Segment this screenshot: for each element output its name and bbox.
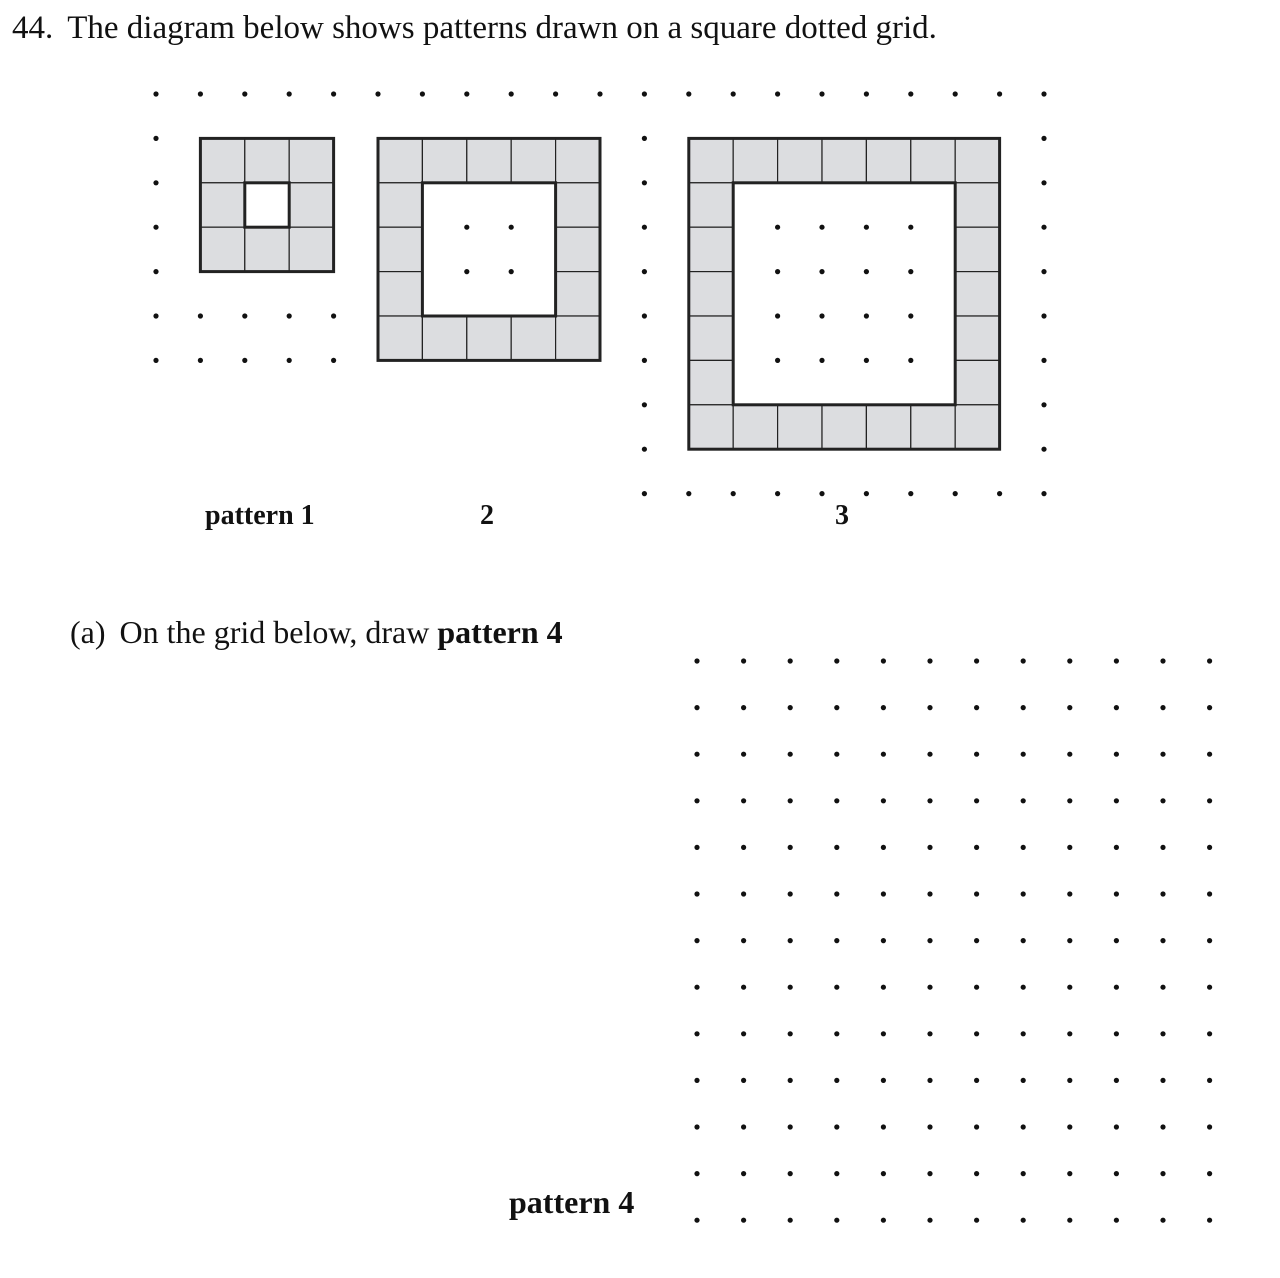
pattern-3-tile <box>689 272 733 316</box>
grid-dot <box>642 491 647 496</box>
answer-grid-dot <box>834 1171 839 1176</box>
pattern-1-tile <box>200 183 244 227</box>
grid-dot <box>242 91 247 96</box>
answer-grid-dot <box>788 985 793 990</box>
answer-grid-dot <box>694 1124 699 1129</box>
grid-dot <box>509 269 514 274</box>
grid-dot <box>953 91 958 96</box>
pattern-2-tile <box>511 138 555 182</box>
answer-grid-dot <box>881 658 886 663</box>
pattern-3-tile <box>733 405 777 449</box>
answer-grid-dot <box>694 938 699 943</box>
answer-grid-dot <box>1114 1218 1119 1223</box>
grid-dot <box>1041 136 1046 141</box>
pattern-2-tile <box>556 183 600 227</box>
grid-dot <box>642 269 647 274</box>
answer-grid-dot <box>974 845 979 850</box>
answer-grid-dot <box>741 938 746 943</box>
grid-dot <box>597 91 602 96</box>
grid-dot <box>819 269 824 274</box>
grid-dot <box>731 91 736 96</box>
answer-grid-dot <box>694 845 699 850</box>
answer-grid-dot <box>1067 1078 1072 1083</box>
grid-dot <box>908 269 913 274</box>
answer-grid-dot <box>1114 1031 1119 1036</box>
pattern-3-tile <box>689 360 733 404</box>
pattern-2-tile <box>378 183 422 227</box>
answer-grid-dot <box>927 1124 932 1129</box>
answer-grid-dot <box>741 1124 746 1129</box>
answer-grid-dot <box>1207 985 1212 990</box>
answer-grid-dot <box>741 752 746 757</box>
answer-grid-dot <box>788 705 793 710</box>
answer-grid-dot <box>1160 798 1165 803</box>
pattern-2-inner-border <box>422 183 555 316</box>
part-a-bold-text: pattern 4 <box>437 614 563 650</box>
grid-dot <box>908 313 913 318</box>
answer-grid-dot <box>1207 752 1212 757</box>
answer-grid-dot <box>788 1124 793 1129</box>
answer-grid-dot <box>881 891 886 896</box>
grid-dot <box>153 136 158 141</box>
grid-dot <box>1041 447 1046 452</box>
answer-grid-dot <box>1114 1078 1119 1083</box>
answer-grid-dot <box>741 1171 746 1176</box>
answer-grid-dot <box>927 798 932 803</box>
answer-grid-dot <box>1114 705 1119 710</box>
answer-grid-dot <box>881 1078 886 1083</box>
answer-grid-dot <box>694 891 699 896</box>
pattern-1-tile <box>245 227 289 271</box>
answer-grid-dot <box>1021 1218 1026 1223</box>
pattern-1-tile <box>200 138 244 182</box>
answer-grid-dot <box>881 1124 886 1129</box>
answer-grid-dot <box>927 1031 932 1036</box>
answer-grid-dot <box>1160 1124 1165 1129</box>
answer-grid-dot <box>1114 1171 1119 1176</box>
pattern-1-label: pattern 1 <box>205 500 315 531</box>
answer-grid-dot <box>1207 658 1212 663</box>
pattern-1-tile <box>289 227 333 271</box>
grid-dot <box>908 225 913 230</box>
pattern-2-tile <box>556 227 600 271</box>
pattern-3-label: 3 <box>835 500 849 531</box>
answer-grid-dot <box>881 1031 886 1036</box>
answer-grid-dot <box>1067 1124 1072 1129</box>
pattern-2-tile <box>378 227 422 271</box>
grid-dot <box>242 313 247 318</box>
answer-grid-dot <box>1067 1218 1072 1223</box>
grid-dot <box>775 313 780 318</box>
pattern-3-tile <box>955 272 999 316</box>
answer-grid-dot <box>694 752 699 757</box>
grid-dot <box>553 91 558 96</box>
answer-grid-dot <box>1160 1078 1165 1083</box>
answer-grid-dot <box>1160 985 1165 990</box>
grid-dot <box>153 358 158 363</box>
grid-dot <box>153 180 158 185</box>
answer-grid-dot <box>834 1031 839 1036</box>
answer-grid-dot <box>1207 938 1212 943</box>
answer-grid-dot <box>1160 1031 1165 1036</box>
grid-dot <box>642 225 647 230</box>
answer-grid-dot <box>927 658 932 663</box>
grid-dot <box>908 358 913 363</box>
answer-grid-dot <box>1067 1031 1072 1036</box>
grid-dot <box>420 91 425 96</box>
pattern-3-tile <box>689 316 733 360</box>
part-a-text: On the grid below, draw <box>119 614 438 650</box>
grid-dot <box>864 313 869 318</box>
grid-dot <box>731 491 736 496</box>
grid-dot <box>1041 269 1046 274</box>
grid-dot <box>1041 358 1046 363</box>
grid-dot <box>1041 91 1046 96</box>
answer-grid-dot <box>1114 845 1119 850</box>
grid-dot <box>775 91 780 96</box>
answer-grid-dot <box>974 705 979 710</box>
grid-dot <box>775 358 780 363</box>
answer-grid-dot <box>694 1218 699 1223</box>
answer-grid-dot <box>1067 798 1072 803</box>
answer-grid-dot <box>694 1171 699 1176</box>
answer-grid-dot <box>1114 798 1119 803</box>
grid-dot <box>1041 491 1046 496</box>
pattern-3-tile <box>689 183 733 227</box>
answer-grid-dot <box>1021 891 1026 896</box>
pattern-3-tile <box>911 405 955 449</box>
pattern-3-tile <box>733 138 777 182</box>
answer-grid-dot <box>1021 938 1026 943</box>
pattern-3-tile <box>866 138 910 182</box>
grid-dot <box>464 225 469 230</box>
pattern-2-tile <box>378 272 422 316</box>
grid-dot <box>908 491 913 496</box>
answer-grid-dot <box>834 985 839 990</box>
pattern-3-tile <box>866 405 910 449</box>
grid-dot <box>864 358 869 363</box>
answer-grid-dot <box>1021 1031 1026 1036</box>
answer-grid-dot <box>1114 752 1119 757</box>
pattern-3-tile <box>955 138 999 182</box>
answer-grid-dot <box>1114 891 1119 896</box>
grid-dot <box>331 313 336 318</box>
answer-grid-dot <box>1021 658 1026 663</box>
pattern-3-tile <box>911 138 955 182</box>
answer-grid-dot <box>881 985 886 990</box>
grid-dot <box>331 358 336 363</box>
answer-grid-dot <box>788 1218 793 1223</box>
grid-dot <box>953 491 958 496</box>
pattern-3-tile <box>778 405 822 449</box>
answer-grid-dot <box>788 938 793 943</box>
grid-dot <box>642 136 647 141</box>
pattern-2-tile <box>378 316 422 360</box>
answer-grid-dot <box>1207 845 1212 850</box>
answer-grid-dot <box>1021 1171 1026 1176</box>
grid-dot <box>908 91 913 96</box>
grid-dot <box>864 269 869 274</box>
answer-grid-dot <box>1021 798 1026 803</box>
answer-grid-dot <box>694 658 699 663</box>
grid-dot <box>287 313 292 318</box>
grid-dot <box>642 313 647 318</box>
answer-grid-dot <box>1067 938 1072 943</box>
answer-grid-dot <box>1021 1124 1026 1129</box>
answer-grid-dot <box>927 1218 932 1223</box>
answer-grid-dot <box>1160 658 1165 663</box>
pattern-2-tile <box>556 316 600 360</box>
answer-grid-dot <box>788 845 793 850</box>
grid-dot <box>642 358 647 363</box>
answer-grid-dot <box>788 752 793 757</box>
answer-grid-dot <box>834 658 839 663</box>
answer-grid-dot <box>927 891 932 896</box>
pattern-2-tile <box>511 316 555 360</box>
answer-grid-dot <box>1207 1031 1212 1036</box>
grid-dot <box>997 491 1002 496</box>
grid-dot <box>153 225 158 230</box>
answer-grid-dot <box>881 705 886 710</box>
grid-dot <box>198 358 203 363</box>
part-a-letter: (a) <box>70 614 106 650</box>
answer-grid-dot <box>834 1218 839 1223</box>
grid-dot <box>153 269 158 274</box>
grid-dot <box>153 91 158 96</box>
grid-dot <box>819 313 824 318</box>
answer-grid-dot <box>927 705 932 710</box>
pattern-3-tile <box>955 227 999 271</box>
answer-grid-dot <box>834 938 839 943</box>
question-number: 44. <box>12 10 54 46</box>
pattern-1-tile <box>200 227 244 271</box>
pattern-3-tile <box>955 405 999 449</box>
grid-dot <box>819 225 824 230</box>
answer-grid-dot <box>1067 658 1072 663</box>
answer-grid-dot <box>788 658 793 663</box>
grid-dot <box>642 402 647 407</box>
answer-grid-dot <box>974 1031 979 1036</box>
answer-grid-dot <box>1021 985 1026 990</box>
grid-dot <box>1041 180 1046 185</box>
answer-grid-dot <box>1067 891 1072 896</box>
answer-grid-dot <box>694 1078 699 1083</box>
pattern-3-tile <box>778 138 822 182</box>
answer-grid-dot <box>1160 1218 1165 1223</box>
answer-grid-dot <box>1160 938 1165 943</box>
answer-grid-dot <box>974 798 979 803</box>
pattern-2-tile <box>556 272 600 316</box>
answer-grid-dot <box>694 798 699 803</box>
answer-grid-dot <box>927 845 932 850</box>
grid-dot <box>1041 313 1046 318</box>
grid-dot <box>775 269 780 274</box>
answer-grid-dot <box>788 798 793 803</box>
grid-dot <box>464 91 469 96</box>
answer-grid-dot <box>1160 752 1165 757</box>
answer-grid-dot <box>974 1218 979 1223</box>
pattern-3-tile <box>689 405 733 449</box>
answer-grid-dot <box>927 752 932 757</box>
grid-dot <box>509 225 514 230</box>
grid-dot <box>642 180 647 185</box>
grid-dot <box>642 447 647 452</box>
answer-grid-dot <box>1207 1124 1212 1129</box>
answer-grid-dot <box>834 891 839 896</box>
answer-grid-dot <box>974 1171 979 1176</box>
answer-grid-dot <box>1021 752 1026 757</box>
answer-grid-dot <box>834 798 839 803</box>
answer-grid-dot <box>1021 845 1026 850</box>
pattern-2-tile <box>422 138 466 182</box>
answer-grid-dot <box>788 1078 793 1083</box>
grid-dot <box>464 269 469 274</box>
answer-grid-dot <box>1021 1078 1026 1083</box>
answer-grid-dot <box>974 1124 979 1129</box>
answer-grid-dot <box>694 985 699 990</box>
grid-dot <box>153 313 158 318</box>
answer-grid-dot <box>1160 1171 1165 1176</box>
answer-grid-dot <box>1114 658 1119 663</box>
answer-grid-dot <box>741 1218 746 1223</box>
grid-dot <box>242 358 247 363</box>
answer-grid-dot <box>741 658 746 663</box>
pattern-2-tile <box>467 138 511 182</box>
answer-grid-dot <box>1207 798 1212 803</box>
answer-grid-dot <box>1207 1078 1212 1083</box>
answer-grid-dot <box>1114 1124 1119 1129</box>
pattern-3-tile <box>955 360 999 404</box>
pattern-2-tile <box>467 316 511 360</box>
answer-grid-dot <box>927 938 932 943</box>
answer-grid-dot <box>881 938 886 943</box>
grid-dot <box>509 91 514 96</box>
pattern-3-tile <box>689 227 733 271</box>
grid-dot <box>198 91 203 96</box>
answer-grid-dot <box>974 891 979 896</box>
grid-dot <box>198 313 203 318</box>
grid-dot <box>819 91 824 96</box>
pattern-3-tile <box>955 316 999 360</box>
grid-dot <box>864 491 869 496</box>
answer-grid-dot <box>1021 705 1026 710</box>
answer-grid-dot <box>1160 845 1165 850</box>
answer-grid-dot <box>927 1078 932 1083</box>
answer-grid-dot <box>1160 891 1165 896</box>
part-a-instruction <box>70 614 563 651</box>
pattern-3-tile <box>689 138 733 182</box>
pattern-1-tile <box>289 138 333 182</box>
answer-grid-dot <box>1067 1171 1072 1176</box>
pattern-1-tile <box>245 138 289 182</box>
grid-dot <box>331 91 336 96</box>
answer-grid-dot <box>1067 985 1072 990</box>
grid-dot <box>686 491 691 496</box>
grid-dot <box>686 91 691 96</box>
answer-grid-dot <box>834 845 839 850</box>
answer-grid-dot <box>788 891 793 896</box>
answer-grid-dot <box>881 752 886 757</box>
answer-grid-dot <box>834 705 839 710</box>
answer-grid-dot <box>834 1078 839 1083</box>
pattern-2-tile <box>378 138 422 182</box>
answer-grid-dot <box>881 1218 886 1223</box>
grid-dot <box>287 91 292 96</box>
pattern-3-inner-border <box>733 183 955 405</box>
answer-grid-dot <box>694 1031 699 1036</box>
grid-dot <box>775 225 780 230</box>
pattern-1-tile <box>289 183 333 227</box>
answer-grid-dot <box>834 752 839 757</box>
grid-dot <box>819 491 824 496</box>
answer-grid-dot <box>788 1031 793 1036</box>
answer-grid-dot <box>927 1171 932 1176</box>
answer-grid-dot <box>974 985 979 990</box>
answer-grid-dot <box>741 1031 746 1036</box>
answer-grid-dot <box>1207 891 1212 896</box>
answer-grid-dot <box>741 985 746 990</box>
answer-grid-dot <box>1207 1218 1212 1223</box>
grid-dot <box>642 91 647 96</box>
answer-grid-dot <box>1207 1171 1212 1176</box>
answer-grid-dot <box>741 845 746 850</box>
answer-grid-dot <box>881 798 886 803</box>
answer-grid-dot <box>741 798 746 803</box>
grid-dot <box>864 91 869 96</box>
grid-dot <box>375 91 380 96</box>
pattern-1-inner-border <box>245 183 289 227</box>
answer-grid-dot <box>741 891 746 896</box>
pattern-3-tile <box>822 405 866 449</box>
answer-grid-dot <box>1067 845 1072 850</box>
answer-grid-dot <box>974 938 979 943</box>
grid-dot <box>864 225 869 230</box>
answer-grid-dot <box>974 1078 979 1083</box>
pattern-3-tile <box>822 138 866 182</box>
answer-grid-dot <box>927 985 932 990</box>
grid-dot <box>819 358 824 363</box>
question-text: The diagram below shows patterns drawn on a square dotted grid. <box>67 10 937 46</box>
answer-grid-dot <box>881 1171 886 1176</box>
grid-dot <box>1041 402 1046 407</box>
answer-grid-dot <box>694 705 699 710</box>
answer-grid-dot <box>881 845 886 850</box>
answer-grid-dot <box>1114 985 1119 990</box>
pattern-2-tile <box>422 316 466 360</box>
pattern-4-label: pattern 4 <box>509 1184 635 1220</box>
grid-dot <box>775 491 780 496</box>
pattern-3-tile <box>955 183 999 227</box>
pattern-2-tile <box>556 138 600 182</box>
answer-grid-dot <box>1207 705 1212 710</box>
grid-dot <box>997 91 1002 96</box>
answer-grid-dot <box>974 658 979 663</box>
answer-grid-dot <box>974 752 979 757</box>
answer-grid-dot <box>1114 938 1119 943</box>
grid-dot <box>287 358 292 363</box>
answer-grid-dot <box>741 705 746 710</box>
answer-grid-dot <box>741 1078 746 1083</box>
answer-grid-dot <box>834 1124 839 1129</box>
pattern-2-label: 2 <box>480 500 494 531</box>
answer-grid-dot <box>788 1171 793 1176</box>
answer-grid-dot <box>1067 705 1072 710</box>
answer-grid-dot <box>1067 752 1072 757</box>
grid-dot <box>1041 225 1046 230</box>
answer-grid-dot <box>1160 705 1165 710</box>
